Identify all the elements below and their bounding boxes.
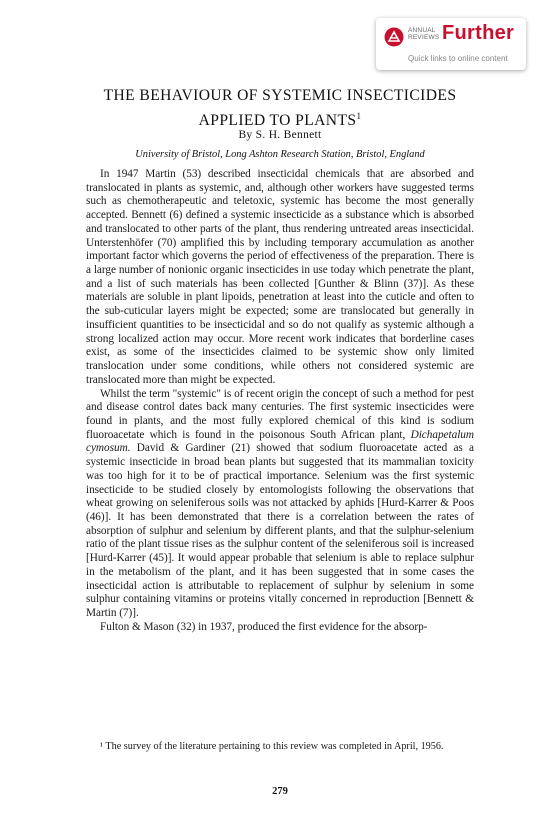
footnote — [86, 740, 474, 754]
article-title — [70, 86, 490, 131]
publisher-name: ANNUAL REVIEWS — [408, 27, 440, 41]
article-body — [86, 168, 474, 634]
further-label: Further — [442, 22, 515, 44]
page-number: 279 — [272, 786, 288, 797]
title-line-2: APPLIED TO PLANTS$^1$ — [198, 111, 362, 130]
further-subtitle: Quick links to online content — [408, 54, 508, 63]
title-footnote-mark: 1 — [356, 111, 362, 121]
further-links-badge[interactable] — [376, 18, 526, 70]
article-author: By S. H. Bennett — [238, 129, 322, 141]
author-affiliation: University of Bristol, Long Ashton Research Station, Bristol, England — [135, 149, 425, 160]
body-paragraph: Whilst the term "systemic" is of recent origin the concept of such a method for pest and disease control dates back many centuries. The first systemic insecticides were found in plants, and the most fully explored chemical of this kind is sodium fluoroacetate which is found in the poisonous South African plant, Dichapetalum cymosum. David & Gardiner (21) showed that sodium fluoroacetate acted as a systemic insecticide in broad bean plants but suggested that its mammalian toxicity was too high for it to be of practical importance. Selenium was the first systemic insecticide to be studied closely by entomologists following the observations that wheat growing on seleniferous soils was not attacked by aphids [Hurd-Karrer & Poos (46)]. It has been demonstrated that there is a correlation between the rates of absorption of sulphur and selenium by different plants, and that the sulphur-selenium ratio of the plant tissue rises as the sulphur content of the seleniferous soil is increased [Hurd-Karrer (45)]. It would appear probable that selenium is able to replace sulphur in the metabolism of the plant, and it has been suggested that in some cases the insecticidal action is attributable to replacement of sulphur by selenium in some sulphur containing vitamins or proteins vitally concerned in reproduction [Bennett & Martin (7)]. — [86, 387, 474, 619]
annual-reviews-logo-icon — [384, 27, 404, 47]
footnote-text: ¹ The survey of the literature pertaining to this review was completed in April, 1956. — [100, 741, 444, 752]
body-paragraph: Fulton & Mason (32) in 1937, produced the first evidence for the absorp- — [100, 620, 428, 633]
title-line-1: THE BEHAVIOUR OF SYSTEMIC INSECTICIDES — [103, 87, 457, 104]
body-paragraph: In 1947 Martin (53) described insecticidal chemicals that are absorbed and translocated in plants as systemic, and, although other workers have suggested terms such as chemotherapeutic and teletoxic, systemic has become the most generally accepted. Bennett (6) defined a systemic insecticide as a substance which is absorbed and translocated to other parts of the plant, thus rendering untreated areas insecticidal. Unterstenhöfer (70) amplified this by including temporary accumulation as another important factor which governs the period of effectiveness of the preparation. There is a large number of nonionic organic insecticides in use today which penetrate the plant, and a list of such materials has been collected [Gunther & Blinn (37)]. As these materials are soluble in plant lipoids, penetration at least into the cuticle and often to the sub-cuticular layers might be expected; some are translocated but generally in insufficient quantities to be insecticidal and so do not qualify as systemic although a strong localized action may occur. More recent work indicates that borderline cases exist, as some of the insecticides claimed to be systemic show only limited translocation under some conditions, while others not considered systemic are translocated more than might be expected. — [86, 168, 474, 386]
